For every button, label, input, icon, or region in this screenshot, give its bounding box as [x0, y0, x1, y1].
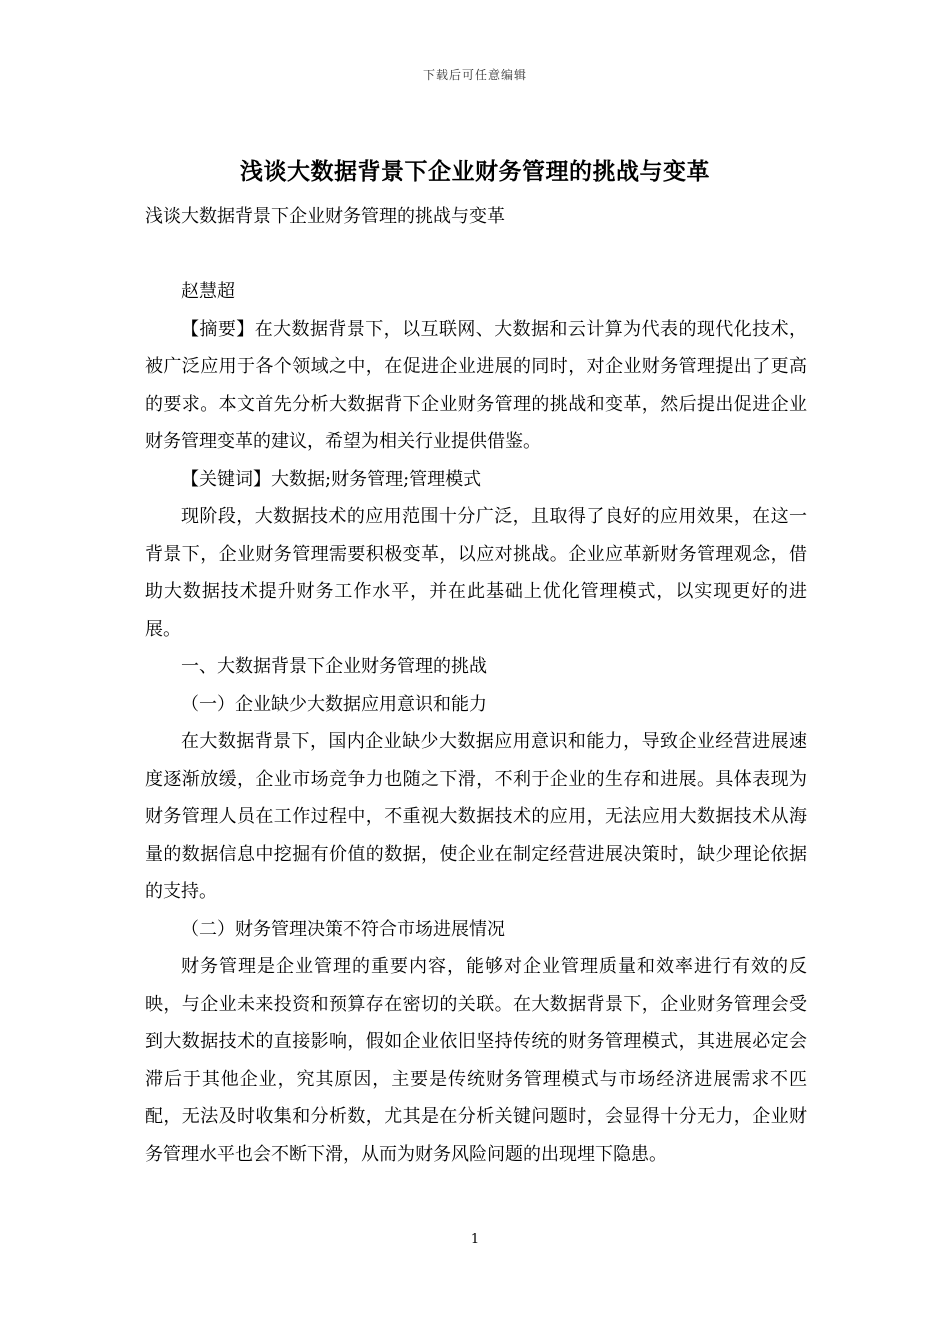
author: 赵慧超 [181, 281, 235, 302]
header-note: 下载后可任意编辑 [422, 68, 527, 82]
document-body [145, 198, 807, 1173]
document-subtitle: 浅谈大数据背景下企业财务管理的挑战与变革 [145, 206, 505, 227]
page-title: 浅谈大数据背景下企业财务管理的挑战与变革 [240, 158, 710, 185]
subsection-1-heading: （一）企业缺少大数据应用意识和能力 [181, 693, 487, 715]
blank-line [145, 236, 807, 274]
subsection-2-heading: （二）财务管理决策不符合市场进展情况 [181, 918, 505, 940]
keywords-paragraph: 【关键词】大数据;财务管理;管理模式 [181, 468, 482, 490]
abstract-paragraph: 【摘要】在大数据背景下，以互联网、大数据和云计算为代表的现代化技术，被广泛应用于各个领域之中，在促进企业进展的同时，对企业财务管理提出了更高的要求。本文首先分析大数据背下企业财务管理的挑战和变革，然后提出促进企业财务管理变革的建议，希望为相关行业提供借鉴。 [145, 318, 807, 452]
page-number: 1 [470, 1232, 480, 1247]
subsection-1-paragraph: 在大数据背景下，国内企业缺少大数据应用意识和能力，导致企业经营进展速度逐渐放缓，企业市场竞争力也随之下滑，不利于企业的生存和进展。具体表现为财务管理人员在工作过程中，不重视大数据技术的应用，无法应用大数据技术从海量的数据信息中挖掘有价值的数据，使企业在制定经营进展决策时，缺少理论依据的支持。 [145, 731, 807, 902]
subsection-2-paragraph: 财务管理是企业管理的重要内容，能够对企业管理质量和效率进行有效的反映，与企业未来投资和预算存在密切的关联。在大数据背景下，企业财务管理会受到大数据技术的直接影响，假如企业依旧坚持传统的财务管理模式，其进展必定会滞后于其他企业，究其原因，主要是传统财务管理模式与市场经济进展需求不匹配，无法及时收集和分析数，尤其是在分析关键问题时，会显得十分无力，企业财务管理水平也会不断下滑，从而为财务风险问题的出现埋下隐患。 [145, 956, 807, 1165]
intro-paragraph: 现阶段，大数据技术的应用范围十分广泛，且取得了良好的应用效果，在这一背景下，企业财务管理需要积极变革，以应对挑战。企业应革新财务管理观念，借助大数据技术提升财务工作水平，并在此基础上优化管理模式，以实现更好的进展。 [145, 506, 807, 640]
section-1-heading: 一、大数据背景下企业财务管理的挑战 [181, 656, 487, 677]
